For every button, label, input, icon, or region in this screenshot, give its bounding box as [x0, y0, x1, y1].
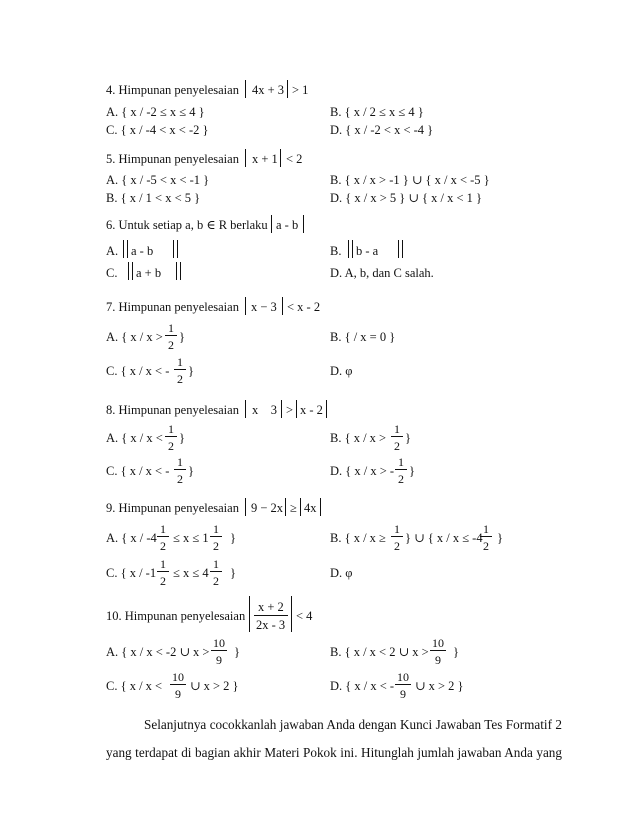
fraction-bar: [170, 684, 186, 685]
fraction-numerator: 1: [160, 557, 166, 571]
fraction-numerator: 1: [213, 557, 219, 571]
q4-option-c: C. { x / -4 < x < -2 }: [106, 123, 209, 137]
abs-bar-right: [281, 400, 282, 418]
fraction-numerator: 10: [432, 636, 444, 650]
q10-option-a-pre: A. { x / x < -2 ∪ x >: [106, 645, 210, 659]
fraction-denominator: 9: [175, 687, 181, 701]
fraction-denominator: 2: [213, 539, 219, 553]
fraction-bar: [157, 536, 169, 537]
q6-option-d: D. A, b, dan C salah.: [330, 266, 434, 280]
fraction-numerator: 1: [394, 522, 400, 536]
abs-bar: [348, 240, 349, 258]
q8-option-b-post: }: [405, 431, 411, 445]
fraction-bar: [210, 571, 222, 572]
abs-bar: [173, 240, 174, 258]
abs-bar-right: [326, 400, 327, 418]
q8-option-b-pre: B. { x / x >: [330, 431, 387, 445]
q9-expr: 9 − 2x: [251, 501, 284, 515]
q5-option-d: D. { x / x > 5 } ∪ { x / x < 1 }: [330, 191, 483, 205]
abs-bar-left: [300, 498, 301, 516]
q7-option-a-pre: A. { x / x >: [106, 330, 163, 344]
q9-option-a-post: }: [230, 531, 236, 545]
closing-line-1: Selanjutnya cocokkanlah jawaban Anda dengan Kunci Jawaban Tes Formatif 2: [144, 717, 562, 732]
fraction-bar: [480, 536, 492, 537]
q6-option-a-expr: a - b: [131, 244, 154, 258]
q10-option-d-post: ∪ x > 2 }: [415, 679, 464, 693]
q4-option-b: B. { x / 2 ≤ x ≤ 4 }: [330, 105, 424, 119]
q9-stem: 9. Himpunan penyelesaian: [106, 501, 239, 515]
q8-option-d-pre: D. { x / x > -: [330, 464, 395, 478]
q10-option-c-post: ∪ x > 2 }: [190, 679, 239, 693]
fraction-bar: [165, 436, 177, 437]
fraction-denominator: 2: [168, 439, 174, 453]
abs-bar-left: [245, 297, 246, 315]
q9-option-a-pre: A. { x / -4: [106, 531, 157, 545]
abs-bar-right: [280, 149, 281, 167]
q9-option-b-mid: } ∪ { x / x ≤ -4: [405, 531, 483, 545]
q10-option-a-post: }: [234, 645, 240, 659]
fraction-numerator: 10: [172, 670, 184, 684]
fraction-bar: [430, 650, 446, 651]
fraction-denominator: 2: [160, 539, 166, 553]
fraction-numerator: 1: [213, 522, 219, 536]
fraction-bar: [395, 684, 411, 685]
q9-option-c-mid: ≤ x ≤ 4: [173, 566, 209, 580]
abs-bar: [180, 262, 181, 280]
fraction-bar: [391, 436, 403, 437]
fraction-bar: [174, 469, 186, 470]
q10-numerator: x + 2: [258, 600, 284, 614]
fraction-numerator: 10: [213, 636, 225, 650]
closing-line-2: yang terdapat di bagian akhir Materi Pokok ini. Hitunglah jumlah jawaban Anda yang: [106, 745, 562, 760]
fraction-bar: [165, 335, 177, 336]
q9-rel: ≥: [290, 501, 297, 515]
abs-bar-left: [249, 596, 250, 632]
q6-option-c-expr: a + b: [136, 266, 162, 280]
q5-option-b: B. { x / 1 < x < 5 }: [106, 191, 201, 205]
q8-option-c-post: }: [188, 464, 194, 478]
q8-option-c-pre: C. { x / x < -: [106, 464, 170, 478]
q8-expr: x 3: [252, 403, 277, 417]
abs-bar: [127, 240, 128, 258]
fraction-numerator: 1: [168, 321, 174, 335]
abs-bar-left: [245, 400, 246, 418]
q10-stem: 10. Himpunan penyelesaian: [106, 609, 246, 623]
q9-rhs: 4x: [304, 501, 317, 515]
q6-expr: a - b: [276, 218, 299, 232]
abs-bar-right: [285, 498, 286, 516]
q9-option-d: D. φ: [330, 566, 353, 580]
q8-stem: 8. Himpunan penyelesaian: [106, 403, 239, 417]
q6-option-a-label: A.: [106, 244, 119, 258]
q9-option-b-post: }: [497, 531, 503, 545]
q7-option-c-post: }: [188, 364, 194, 378]
fraction-bar: [157, 571, 169, 572]
q8-rhs: x - 2: [300, 403, 323, 417]
fraction-denominator: 2: [398, 472, 404, 486]
q5-expr: x + 1: [252, 152, 278, 166]
q7-option-b: B. { / x = 0 }: [330, 330, 396, 344]
q4-stem: 4. Himpunan penyelesaian: [106, 83, 239, 97]
fraction-bar: [395, 469, 407, 470]
q7-expr: x − 3: [251, 300, 277, 314]
abs-bar: [402, 240, 403, 258]
abs-bar: [176, 262, 177, 280]
abs-bar-right: [303, 215, 304, 233]
abs-bar-right: [291, 596, 292, 632]
abs-bar: [128, 262, 129, 280]
fraction-denominator: 9: [216, 653, 222, 667]
q8-rel: >: [286, 403, 294, 417]
q5-option-a: A. { x / -5 < x < -1 }: [106, 173, 210, 187]
fraction-denominator: 2: [177, 472, 183, 486]
q10-option-d-pre: D. { x / x < -: [330, 679, 395, 693]
fraction-numerator: 1: [398, 455, 404, 469]
q4-expr: 4x + 3: [252, 83, 285, 97]
q7-stem: 7. Himpunan penyelesaian: [106, 300, 239, 314]
fraction-bar: [210, 536, 222, 537]
q5-stem: 5. Himpunan penyelesaian: [106, 152, 239, 166]
fraction-bar: [174, 369, 186, 370]
q6-option-b-expr: b - a: [356, 244, 379, 258]
abs-bar-left: [245, 149, 246, 167]
fraction-denominator: 9: [400, 687, 406, 701]
closing-paragraph: [106, 711, 562, 767]
fraction-denominator: 2: [213, 574, 219, 588]
abs-bar: [123, 240, 124, 258]
fraction-denominator: 2: [168, 338, 174, 352]
q7-option-d: D. φ: [330, 364, 353, 378]
q4-option-d: D. { x / -2 < x < -4 }: [330, 123, 434, 137]
q6-option-b-label: B.: [330, 244, 342, 258]
abs-bar: [398, 240, 399, 258]
abs-bar-right: [287, 80, 288, 98]
q5-option-c: B. { x / x > -1 } ∪ { x / x < -5 }: [330, 173, 490, 187]
q5-rel: < 2: [286, 152, 303, 166]
abs-bar-left: [245, 498, 246, 516]
q8-option-a-pre: A. { x / x <: [106, 431, 163, 445]
abs-bar: [132, 262, 133, 280]
q7-option-c-pre: C. { x / x < -: [106, 364, 170, 378]
q7-rel: < x - 2: [287, 300, 321, 314]
abs-bar: [177, 240, 178, 258]
fraction-denominator: 2: [394, 539, 400, 553]
fraction-numerator: 1: [177, 455, 183, 469]
q10-option-b-pre: B. { x / x < 2 ∪ x >: [330, 645, 429, 659]
fraction-denominator: 2: [483, 539, 489, 553]
fraction-numerator: 1: [168, 422, 174, 436]
fraction-numerator: 1: [394, 422, 400, 436]
fraction-denominator: 9: [435, 653, 441, 667]
abs-bar-right: [282, 297, 283, 315]
fraction-denominator: 2: [160, 574, 166, 588]
abs-bar-left: [245, 80, 246, 98]
fraction-numerator: 1: [160, 522, 166, 536]
fraction-bar: [391, 536, 403, 537]
q8-option-d-post: }: [409, 464, 415, 478]
q6-option-c-label: C.: [106, 266, 118, 280]
fraction-numerator: 10: [397, 670, 409, 684]
abs-bar: [352, 240, 353, 258]
q10-option-b-post: }: [453, 645, 459, 659]
q8-option-a-post: }: [179, 431, 185, 445]
q9-option-b-pre: B. { x / x ≥: [330, 531, 386, 545]
q6-stem: 6. Untuk setiap a, b ∈ R berlaku: [106, 218, 268, 232]
fraction-denominator: 2: [394, 439, 400, 453]
fraction-numerator: 1: [177, 355, 183, 369]
q9-option-c-post: }: [230, 566, 236, 580]
q4-option-a: A. { x / -2 ≤ x ≤ 4 }: [106, 105, 205, 119]
fraction-bar: [254, 615, 288, 616]
q7-option-a-post: }: [179, 330, 185, 344]
abs-bar-right: [320, 498, 321, 516]
q10-denominator: 2x - 3: [256, 618, 286, 632]
fraction-bar: [211, 650, 227, 651]
abs-bar-left: [271, 215, 272, 233]
q9-option-c-pre: C. { x / -1: [106, 566, 157, 580]
fraction-denominator: 2: [177, 372, 183, 386]
abs-bar-left: [296, 400, 297, 418]
fraction-numerator: 1: [483, 522, 489, 536]
q10-rel: < 4: [296, 609, 313, 623]
q9-option-a-mid: ≤ x ≤ 1: [173, 531, 209, 545]
q10-option-c-pre: C. { x / x <: [106, 679, 163, 693]
q4-rel: > 1: [292, 83, 309, 97]
